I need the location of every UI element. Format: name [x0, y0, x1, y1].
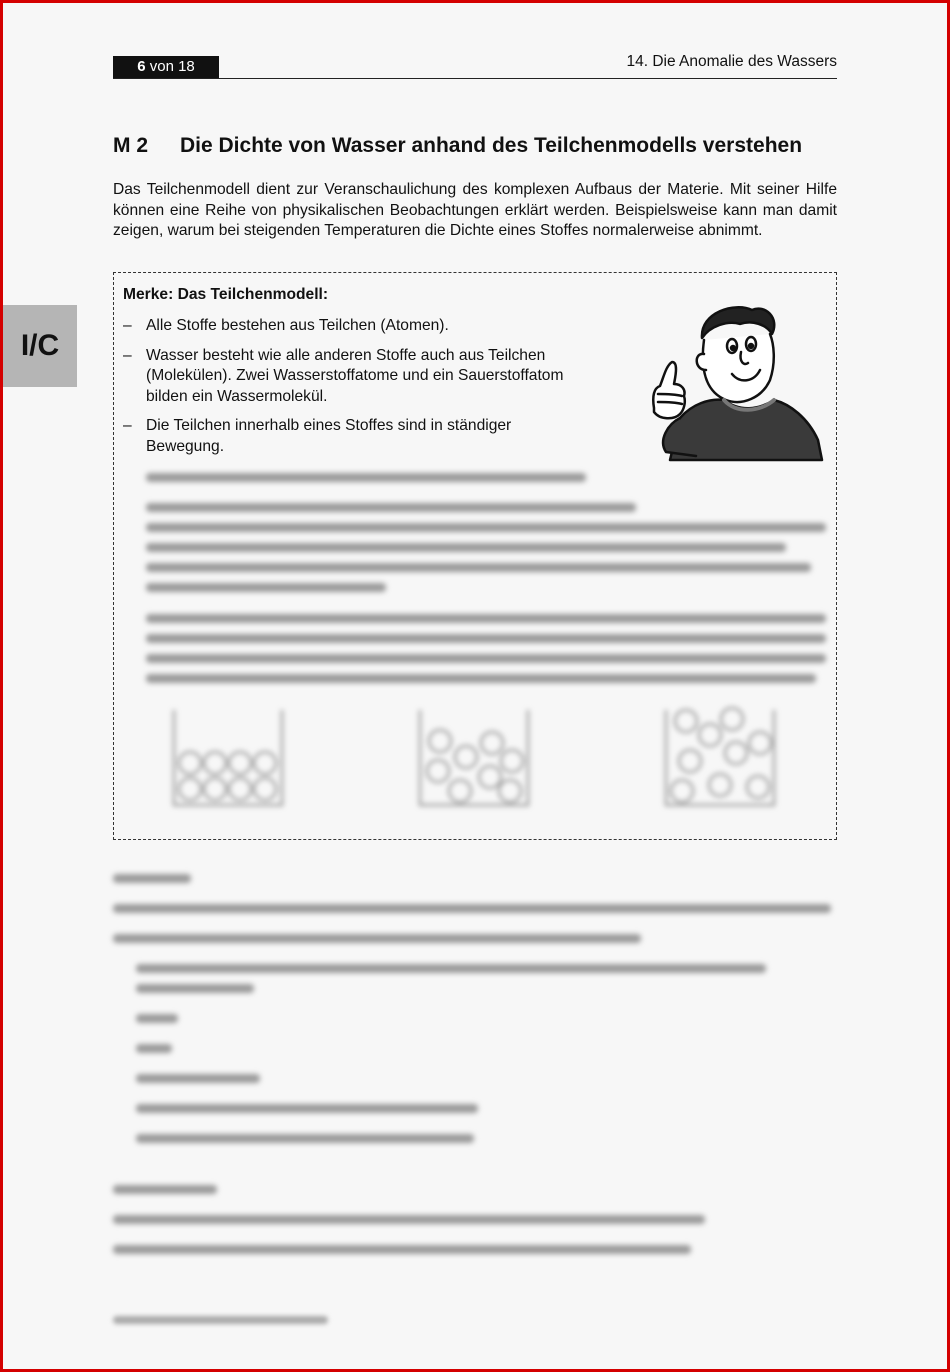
page-header: [113, 52, 837, 79]
intro-paragraph: Das Teilchenmodell dient zur Veranschaulichung des komplexen Aufbaus der Materie. Mit seiner Hilfe können eine Reihe von physikalischen Beobachtungen erklärt werden. Beispielsweise kann man damit zeigen, warum bei steigenden Temperaturen die Dichte eines Stoffes normalerweise abnimmt.: [113, 181, 837, 239]
list-item: – Die Teilchen innerhalb eines Stoffes sind in ständiger Bewegung.: [123, 417, 512, 455]
particle-beakers-illustration: [160, 705, 800, 815]
page-number-badge: 6 von 18: [113, 56, 219, 78]
merke-list: [123, 316, 593, 466]
list-item: – Alle Stoffe bestehen aus Teilchen (Atomen).: [123, 317, 449, 334]
list-item: – Wasser besteht wie alle anderen Stoffe auch aus Teilchen (Molekülen). Zwei Wasserstoffatome und ein Sauerstoffatom bilden ein Wassermolekül.: [123, 346, 564, 405]
unit-title: 14. Die Anomalie des Wassers: [626, 53, 837, 70]
section-heading: Die Dichte von Wasser anhand des Teilchenmodells verstehen: [180, 134, 803, 157]
thumbs-up-boy-illustration: [640, 300, 830, 510]
footer-copyright: [113, 1316, 328, 1324]
section-number: M 2: [113, 134, 149, 157]
level-tab: I/C: [3, 305, 77, 387]
section-title: [113, 134, 843, 158]
merke-title: Merke: Das Teilchenmodell:: [123, 286, 329, 303]
